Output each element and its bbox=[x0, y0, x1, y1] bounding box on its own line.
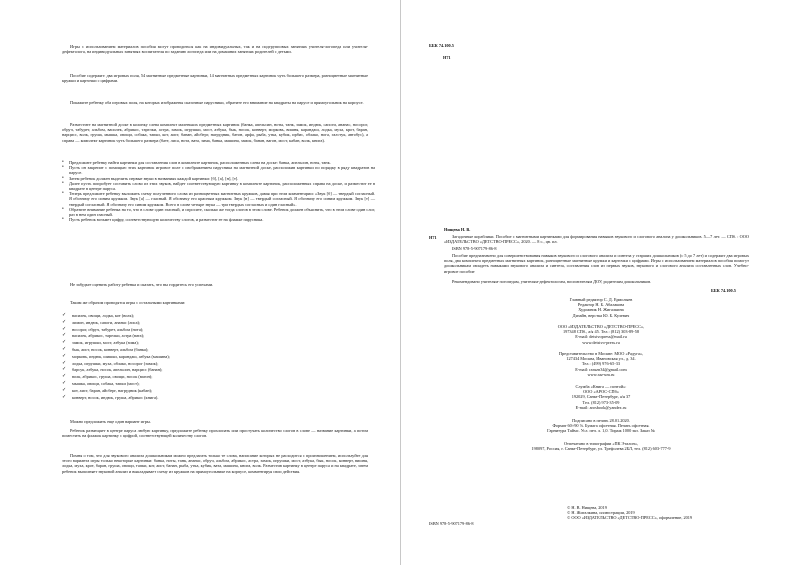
side-code: Н71 bbox=[429, 235, 437, 240]
checklist-item: ✓ морковь, индюк, шишки, карандаш, азбука (машина); bbox=[62, 354, 242, 361]
copyright-line: © Н. Жигалкина, иллюстрации, 2019 bbox=[567, 510, 635, 516]
printer-line: Отпечатано в типографии «ПК Эталон», bbox=[563, 441, 639, 446]
copyright-line: © Н. В. Нищева, 2019 bbox=[567, 505, 607, 510]
right-page bbox=[401, 0, 800, 565]
checklist-item: ✓ василек, овощи, лодка, кот (волк); bbox=[62, 313, 242, 320]
credit-line: Главный редактор С. Д. Ермолыев bbox=[569, 297, 633, 302]
print-info-line: Гарнитура Таймс. Усл. печ. л. 1,0. Тираж 1000 экз. Заказ № bbox=[547, 428, 655, 434]
recommendation-text: Рекомендовано учителям-логопедам, учителям-дефектологам, воспитателям ДОУ, родителям дошкольников. bbox=[452, 279, 652, 284]
title-description: Загадочные кораблики. Пособие с магнитными картинками для формирования навыков звукового и слогового анализа у дошкольников. 5—7 лет. — СПб. : ООО «ИЗДАТЕЛЬСТВО «ДЕТСТВО-ПРЕСС», 2020. — 8 с., цв. ил. bbox=[444, 234, 749, 245]
checklist-item: ✓ василек, абрикос, тарелки, астра (вата); bbox=[62, 333, 242, 340]
print-info-line: Формат 60×90 ⅛. Бумага офсетная. Печать офсетная. bbox=[552, 423, 650, 429]
mail-service-line: E-mail: arosbook@yandex.ru bbox=[575, 404, 627, 410]
copyright-block bbox=[567, 505, 767, 521]
variant-paragraph: Ребенок размещает в центре паруса любую картинку, предложите ребенку прохлопать или простучать количество слогов в слове — название картинки, а потом поместить на флажок картинку с цифрой, соответствующей количеству слогов. bbox=[62, 428, 368, 439]
isbn-line: ISBN 978-5-907179-86-8 bbox=[452, 246, 497, 251]
moscow-line: Тел.: (499) 976-65-33 bbox=[581, 361, 621, 367]
moscow-line: Представительство в Москве: МОО «Радуга», bbox=[558, 351, 644, 356]
bbk-code-bottom: ББК 74.100.5 bbox=[711, 288, 736, 293]
mail-service-line: Служба «Книга — почтой»: bbox=[575, 384, 627, 389]
checklist-item: ✓ лодка, игрушки, муха, облако, носорог (замок); bbox=[62, 361, 242, 368]
intro-paragraph-3: Покажите ребенку оба игровых поля, на которых изображены сказочные парусники, обратите его внимание на квадраты на парусе и прямоугольник на корпусе. bbox=[70, 100, 364, 105]
mail-service-line: Тел. (812) 973-35-09 bbox=[582, 399, 620, 405]
checklist-item: ✓ кот, аист, баран, айсберг, нагрудник (кабан); bbox=[62, 388, 242, 395]
credit-line: Редактор Н. Б. Абалакова bbox=[577, 302, 625, 308]
printer-block bbox=[461, 441, 741, 451]
udc-code: Н71 bbox=[443, 55, 451, 60]
intro-paragraph-1: Игры с использованием материалов пособия могут проводиться как на индивидуальных, так и на подгрупповых занятиях учителя-логопеда или учителя-дефектолога, на индивидуальных занятиях воспитателя по заданию логопеда или на домашних занятиях родителей с детьми. bbox=[62, 44, 368, 55]
checklist-item: ✓ волк, абрикос, груша, овощи, носок (вагон); bbox=[62, 374, 242, 381]
checklist-item: ✓ лимон, индюк, сапоги, ананас (лиса); bbox=[62, 320, 242, 327]
word-checklist bbox=[62, 313, 242, 401]
credits-block bbox=[501, 297, 701, 318]
publisher-block bbox=[501, 324, 701, 345]
instruction-item: • Теперь предложите ребенку выложить схему полученного слова из разноцветных магнитных кружков, давая при этом комментарии: «Звук [б] — твердый согласный. Я обозначу его синим кружком. Звук [а] — гласный. Я обозначу его красным кружком. Звук [н] — твердый согласный. Я обозначу его синим кружком. Звук [т] — твердый согласный. Я обозначу его синим кружком. Всего в слове четыре звука — три твердых согласных и один гласный». bbox=[69, 191, 375, 207]
mail-service-block bbox=[501, 384, 701, 410]
checklist-item: ✓ конверт, носок, индюк, груша, абрикос (книга). bbox=[62, 395, 242, 402]
instruction-item: • Предложите ребенку найти картинки для составления слов в комплекте картинок, расположенных слева на доске: банка, апельсин, ноты, танк. bbox=[69, 160, 375, 165]
isbn-bottom: ISBN 978-5-907179-86-8 bbox=[429, 521, 474, 526]
printer-line: 198097, Россия, г. Санкт-Петербург, ул. Трефолева 2БЛ, тел. (812) 603-777-9 bbox=[531, 446, 671, 452]
instruction-item: • Затем ребенок должен выделить первые звуки в названиях каждой картинки: [б], [а], [н], [т]. bbox=[69, 176, 375, 181]
checklist-item: ✓ замок, игрушки, мост, азбука (зима); bbox=[62, 340, 242, 347]
publisher-line: 197348 СПб., а/я 45. Тел.: (812) 303-89-58 bbox=[562, 329, 640, 335]
print-info-block bbox=[481, 418, 721, 434]
publisher-line: E-mail: detstvopress@mail.ru bbox=[575, 334, 627, 340]
checklist-item: ✓ носорог, обруч, табурет, альбом (нота); bbox=[62, 327, 242, 334]
credit-line: Художник Н. Жигалкина bbox=[578, 307, 624, 313]
instruction-item: • Обратите внимание ребенка на то, что в слове один гласный, и спросите, сколько же тогда слогов в этом слове. Ребенок должен объяснить, что в этом слове один слог, раз в нем один гласный. bbox=[69, 207, 375, 217]
publisher-line: www.detstvo-press.ru bbox=[582, 339, 620, 345]
checklist-item: ✓ барсук, азбука, носок, апельсин, нарцисс (банан); bbox=[62, 367, 242, 374]
instruction-item: • Пусть он закрепит с помощью этих картинок игровое поле с изображением парусника на магнитной доске, расположив картинки по порядку в ряду квадратов на парусе. bbox=[69, 165, 375, 175]
checklist-item: ✓ бык, аист, носок, конверт, альбом (банка); bbox=[62, 347, 242, 354]
checklist-item: ✓ мышка, овощи, собака, тапки (мост); bbox=[62, 381, 242, 388]
intro-paragraph-2: Пособие содержит: два игровых поля, 54 магнитные предметные картинки, 14 магнитных предметных картинок чуть большего размера, разноцветные магнитные кружки и карточки с цифрами. bbox=[62, 73, 368, 84]
instruction-item: • Далее пусть попробует составить слово из этих звуков, найдет соответствующую картинку в комплекте картинок, расположенных справа на доске, и разместит ее в квадрате в центре паруса. bbox=[69, 181, 375, 191]
intro-paragraph-4: Разместите на магнитной доске в колонку слева комплект маленьких предметных картинок (банка, апельсин, ноты, танк, замок, индюк, сапоги, ананас, носорог, обруч, табурет, альбом, василек, абрикос, тарелки, астра, замок, игрушки, мост, азбука, бык, носок, конверт, морковь, вишня, карандаш, лодка, муха, крот, баран, нарцисс, волк, груша, мышка, овощи, собака, тапки, кот, аист, банан, айсберг, нагрудник, батон, арфа, рыба, утка, кубик, ирбис, облако, нога, галстук, автобус), а справа — комплект картинок чуть большего размера (батт, лиса, нота, вата, зима, банка, машина, замок, банан, вагон, мост, кабан, волк, книга). bbox=[62, 122, 368, 143]
print-info-line: Подписано в печать 28.01.2020. bbox=[572, 418, 630, 423]
annotation-text: Пособие предназначено для совершенствования навыков звукового и слогового анализа и синтеза у старших дошкольников (с 5 до 7 лет) и содержит два игровых поля, два комплекта предметных магнитных картинок, разноцветные магнитные кружки и карточки с цифрами. Игры с использованием материалов пособия помогут дошкольникам овладеть навыками звукового анализа и синтеза, составления слов из первых звуков, звукового и слогового анализа составленных слов. Учебно-игровое пособие bbox=[444, 253, 749, 274]
outro-paragraph: Помня о том, что для звукового анализа дошкольникам можно предлагать только те слова, написание которых не расходится с произношением, используйте для этого варианта игры только некоторые картинки: банка, ноты, танк, ананас, обруч, альбом, абрикос, астра, замок, игрушки, мост, азбука, бык, носок, конверт, вишня, лодка, муха, крот, баран, груша, овощи, тапки, кот, аист, банан, рыба, утка, кубик, вата, машина, книга, волк. Разместив картинку в центре паруса и на квадрате, затем ребенок выполняет звуковой анализ и выкладывает схему из кружков на прямоугольнике на корпусе, комментируя свои действия. bbox=[62, 453, 368, 474]
variant-note: Можно предложить еще один вариант игры. bbox=[70, 419, 151, 424]
moscow-line: www.raz-um.ru bbox=[587, 371, 615, 377]
praise-text: Не забудьте оценить работу ребенка и сказать, что вы гордитесь его успехами. bbox=[70, 282, 214, 287]
moscow-office-block bbox=[501, 351, 701, 377]
copyright-line: © ООО «ИЗДАТЕЛЬСТВО «ДЕТСТВО-ПРЕСС», оформление, 2019 bbox=[567, 515, 693, 521]
author-name: Нищева Н. В. bbox=[444, 227, 471, 232]
moscow-line: E-mail: raruzn34@gmail.com bbox=[575, 366, 627, 372]
bbk-code: ББК 74.100.5 bbox=[429, 43, 454, 48]
instruction-item: • Пусть ребенок возьмет цифру, соответствующую количеству слогов, и разместит ее на флажке парусника. bbox=[69, 217, 375, 222]
moscow-line: 127434 Москва, Ивановская ул., д. 34. bbox=[566, 356, 636, 362]
games-intro: Таким же образом проводятся игры с остальными картинками: bbox=[70, 300, 186, 305]
credit-line: Дизайн, верстка Ю. Б. Кулевич bbox=[572, 312, 630, 318]
publisher-line: ООО «ИЗДАТЕЛЬСТВО «ДЕТСТВО-ПРЕСС», bbox=[557, 324, 645, 329]
mail-service-line: ООО «АРОС-СПб» bbox=[583, 389, 619, 395]
mail-service-line: 192029, Санкт-Петербург, а/я 37 bbox=[571, 394, 631, 400]
instruction-list bbox=[62, 160, 375, 222]
